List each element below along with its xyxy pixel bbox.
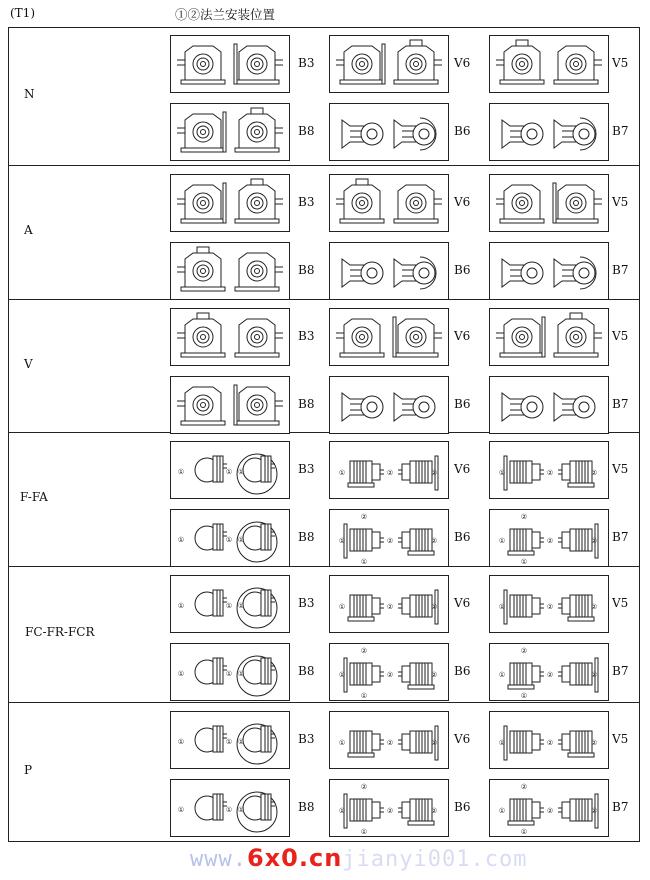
mounting-position-box — [170, 242, 290, 300]
mounting-position-label: V6 — [454, 462, 471, 476]
gear-unit-drawing — [330, 576, 449, 633]
gear-unit-drawing — [330, 36, 449, 93]
mounting-position-box — [489, 441, 609, 499]
flange-marker-1: ① — [225, 738, 233, 746]
mounting-position-label: B3 — [298, 732, 315, 746]
mounting-position-label: B7 — [612, 263, 629, 277]
mounting-position-box — [329, 103, 449, 161]
gear-unit-drawing — [330, 780, 449, 837]
flange-marker-1: ① — [338, 739, 346, 747]
flange-marker-1: ① — [237, 670, 245, 678]
mounting-position-box — [170, 174, 290, 232]
group-label: F-FA — [20, 490, 48, 504]
flange-marker-2: ② — [360, 783, 368, 791]
mounting-position-label: B8 — [298, 124, 315, 138]
mounting-position-box — [329, 509, 449, 567]
mounting-position-box — [329, 711, 449, 769]
flange-marker-1: ① — [338, 603, 346, 611]
mounting-position-label: B6 — [454, 124, 471, 138]
gear-unit-drawing — [171, 36, 290, 93]
gear-unit-drawing — [490, 644, 609, 701]
flange-marker-2: ② — [386, 807, 394, 815]
gear-unit-drawing — [490, 442, 609, 499]
flange-marker-2: ② — [520, 783, 528, 791]
flange-marker-2: ② — [590, 739, 598, 747]
flange-marker-2: ② — [430, 671, 438, 679]
mounting-position-box — [170, 711, 290, 769]
mounting-position-label: V6 — [454, 732, 471, 746]
gear-unit-drawing — [490, 36, 609, 93]
gear-unit-drawing — [171, 377, 290, 434]
mounting-position-box — [489, 174, 609, 232]
mounting-position-label: B3 — [298, 462, 315, 476]
gear-unit-drawing — [330, 442, 449, 499]
mounting-position-label: B8 — [298, 263, 315, 277]
flange-marker-1: ① — [237, 738, 245, 746]
flange-marker-1: ① — [225, 602, 233, 610]
mounting-group — [8, 433, 640, 567]
watermark-brand: 6x0.cn — [246, 844, 343, 872]
mounting-position-label: B6 — [454, 397, 471, 411]
mounting-position-box — [170, 779, 290, 837]
mounting-position-box — [170, 103, 290, 161]
mounting-position-box — [329, 242, 449, 300]
mounting-position-label: B8 — [298, 800, 315, 814]
mounting-position-box — [170, 509, 290, 567]
mounting-position-label: B8 — [298, 397, 315, 411]
mounting-position-box — [329, 308, 449, 366]
flange-marker-1: ① — [237, 536, 245, 544]
gear-unit-drawing — [490, 309, 609, 366]
mounting-position-label: B3 — [298, 329, 315, 343]
mounting-position-box — [329, 174, 449, 232]
mounting-position-label: B7 — [612, 124, 629, 138]
gear-unit-drawing — [171, 712, 290, 769]
mounting-position-label: V6 — [454, 56, 471, 70]
flange-marker-1: ① — [338, 671, 346, 679]
flange-marker-2: ② — [590, 671, 598, 679]
mounting-position-box — [489, 376, 609, 434]
mounting-position-box — [329, 643, 449, 701]
mounting-position-label: B7 — [612, 397, 629, 411]
flange-marker-2: ② — [546, 537, 554, 545]
mounting-position-box — [489, 711, 609, 769]
mounting-position-label: B6 — [454, 800, 471, 814]
mounting-position-label: V5 — [612, 56, 629, 70]
flange-marker-1: ① — [177, 670, 185, 678]
group-label: FC-FR-FCR — [25, 625, 95, 639]
mounting-position-label: B7 — [612, 800, 629, 814]
flange-marker-1: ① — [498, 739, 506, 747]
flange-marker-1: ① — [360, 692, 368, 700]
mounting-position-label: B3 — [298, 56, 315, 70]
gear-unit-drawing — [330, 175, 449, 232]
gear-unit-drawing — [171, 576, 290, 633]
flange-marker-2: ② — [520, 647, 528, 655]
flange-marker-1: ① — [177, 806, 185, 814]
mounting-position-box — [329, 376, 449, 434]
mounting-position-box — [329, 35, 449, 93]
flange-marker-1: ① — [177, 536, 185, 544]
mounting-position-label: V6 — [454, 329, 471, 343]
flange-marker-2: ② — [430, 807, 438, 815]
watermark-prefix: www. — [190, 847, 247, 872]
mounting-position-box — [170, 575, 290, 633]
mounting-position-label: V6 — [454, 195, 471, 209]
mounting-group — [8, 27, 640, 166]
flange-marker-1: ① — [177, 468, 185, 476]
flange-marker-1: ① — [225, 468, 233, 476]
gear-unit-drawing — [171, 309, 290, 366]
mounting-position-label: B7 — [612, 530, 629, 544]
flange-marker-1: ① — [225, 670, 233, 678]
gear-unit-drawing — [490, 712, 609, 769]
table-code: (T1) — [10, 6, 36, 20]
gear-unit-drawing — [330, 309, 449, 366]
group-label: N — [24, 86, 35, 101]
mounting-position-label: B6 — [454, 263, 471, 277]
watermark-url: jianyi001.com — [342, 847, 528, 872]
flange-marker-2: ② — [430, 469, 438, 477]
mounting-position-label: B3 — [298, 195, 315, 209]
mounting-group — [8, 166, 640, 300]
flange-marker-1: ① — [177, 602, 185, 610]
mounting-position-label: V5 — [612, 732, 629, 746]
gear-unit-drawing — [330, 377, 449, 434]
flange-marker-2: ② — [430, 739, 438, 747]
flange-marker-1: ① — [498, 807, 506, 815]
gear-unit-drawing — [171, 780, 290, 837]
mounting-position-box — [329, 441, 449, 499]
flange-marker-2: ② — [546, 671, 554, 679]
mounting-position-box — [489, 35, 609, 93]
flange-marker-1: ① — [338, 537, 346, 545]
mounting-position-label: V5 — [612, 462, 629, 476]
flange-marker-2: ② — [386, 603, 394, 611]
flange-marker-1: ① — [498, 537, 506, 545]
flange-marker-2: ② — [590, 603, 598, 611]
flange-marker-1: ① — [237, 806, 245, 814]
gear-unit-drawing — [330, 104, 449, 161]
gear-unit-drawing — [490, 104, 609, 161]
flange-marker-2: ② — [430, 603, 438, 611]
mounting-position-label: B8 — [298, 530, 315, 544]
flange-marker-2: ② — [546, 469, 554, 477]
mounting-position-box — [170, 643, 290, 701]
flange-marker-1: ① — [237, 602, 245, 610]
flange-marker-1: ① — [338, 807, 346, 815]
mounting-position-label: V5 — [612, 329, 629, 343]
gear-unit-drawing — [490, 175, 609, 232]
mounting-position-label: B6 — [454, 664, 471, 678]
gear-unit-drawing — [330, 243, 449, 300]
flange-marker-1: ① — [225, 806, 233, 814]
gear-unit-drawing — [171, 175, 290, 232]
flange-marker-2: ② — [386, 537, 394, 545]
mounting-position-box — [489, 242, 609, 300]
flange-marker-1: ① — [520, 828, 528, 836]
flange-marker-2: ② — [590, 807, 598, 815]
flange-marker-1: ① — [520, 558, 528, 566]
flange-marker-2: ② — [590, 537, 598, 545]
mounting-position-label: B6 — [454, 530, 471, 544]
group-label: P — [24, 762, 33, 777]
gear-unit-drawing — [330, 510, 449, 567]
flange-marker-1: ① — [360, 828, 368, 836]
mounting-position-label: B8 — [298, 664, 315, 678]
mounting-position-box — [489, 779, 609, 837]
mounting-position-box — [170, 35, 290, 93]
mounting-position-label: V5 — [612, 195, 629, 209]
mounting-group — [8, 703, 640, 842]
flange-marker-2: ② — [546, 807, 554, 815]
mounting-position-box — [329, 779, 449, 837]
flange-marker-2: ② — [386, 469, 394, 477]
flange-marker-1: ① — [338, 469, 346, 477]
gear-unit-drawing — [330, 644, 449, 701]
mounting-position-box — [170, 308, 290, 366]
mounting-position-box — [170, 376, 290, 434]
gear-unit-drawing — [171, 442, 290, 499]
group-label: A — [24, 223, 33, 237]
mounting-position-label: B7 — [612, 664, 629, 678]
flange-marker-1: ① — [237, 468, 245, 476]
flange-marker-2: ② — [386, 671, 394, 679]
gear-unit-drawing — [171, 644, 290, 701]
group-label: V — [24, 356, 33, 371]
mounting-position-box — [329, 575, 449, 633]
mounting-group — [8, 567, 640, 703]
flange-marker-2: ② — [360, 513, 368, 521]
diagram-title: ①②法兰安装位置 — [175, 7, 276, 22]
mounting-position-label: B3 — [298, 596, 315, 610]
flange-marker-1: ① — [498, 671, 506, 679]
mounting-position-box — [170, 441, 290, 499]
flange-marker-2: ② — [590, 469, 598, 477]
flange-marker-1: ① — [177, 738, 185, 746]
flange-marker-2: ② — [546, 603, 554, 611]
flange-marker-2: ② — [360, 647, 368, 655]
mounting-position-box — [489, 308, 609, 366]
flange-marker-1: ① — [498, 603, 506, 611]
flange-marker-2: ② — [546, 739, 554, 747]
mounting-position-box — [489, 103, 609, 161]
flange-marker-1: ① — [360, 558, 368, 566]
flange-marker-1: ① — [498, 469, 506, 477]
mounting-position-label: V5 — [612, 596, 629, 610]
gear-unit-drawing — [171, 104, 290, 161]
flange-marker-1: ① — [225, 536, 233, 544]
site-watermark — [190, 844, 527, 872]
gear-unit-drawing — [490, 510, 609, 567]
mounting-position-label: V6 — [454, 596, 471, 610]
mounting-position-box — [489, 509, 609, 567]
gear-unit-drawing — [171, 243, 290, 300]
gear-unit-drawing — [490, 780, 609, 837]
flange-marker-2: ② — [430, 537, 438, 545]
gear-unit-drawing — [490, 576, 609, 633]
mounting-position-box — [489, 575, 609, 633]
mounting-group — [8, 300, 640, 433]
flange-marker-2: ② — [520, 513, 528, 521]
gear-unit-drawing — [490, 377, 609, 434]
gear-unit-drawing — [330, 712, 449, 769]
flange-marker-2: ② — [386, 739, 394, 747]
mounting-position-box — [489, 643, 609, 701]
flange-marker-1: ① — [520, 692, 528, 700]
gear-unit-drawing — [171, 510, 290, 567]
gear-unit-drawing — [490, 243, 609, 300]
